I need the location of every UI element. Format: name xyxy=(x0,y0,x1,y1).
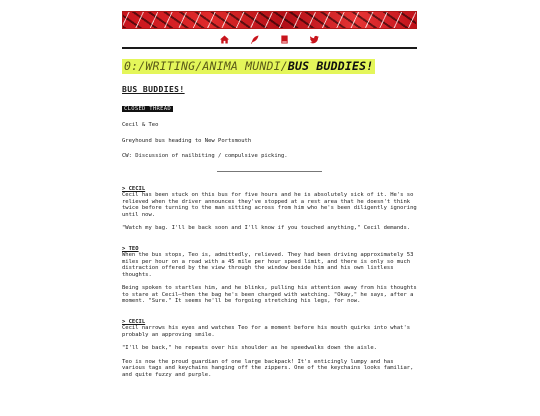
content-warning: CW: Discussion of nailbiting / compulsive picking. xyxy=(122,153,288,159)
thread xyxy=(122,186,417,379)
nav-bar xyxy=(122,35,417,44)
thread-post xyxy=(122,246,417,305)
characters-line: Cecil & Teo xyxy=(122,122,159,128)
post-paragraph: Teo is now the proud guardian of one large backpack! It's enticingly lumpy and has various tags and keychains hanging off the zippers. One of the keychains looks familiar, and quite fuzzy and purple. xyxy=(122,358,414,378)
post-paragraph: "I'll be back," he repeats over his shoulder as he speedwalks down the aisle. xyxy=(122,345,377,351)
quill-icon[interactable] xyxy=(250,35,259,44)
post-paragraph: When the bus stops, Teo is, admittedly, relieved. They had been driving approximately 53 miles per hour on a road with a 45 mile per hour speed limit, and there is only so much distraction offered by the view through the window beside him and his own listless thoughts. xyxy=(122,252,414,278)
post-paragraph: "Watch my bag. I'll be back soon and I'll know if you touched anything," Cecil demands. xyxy=(122,225,411,231)
speaker-label: > CECIL xyxy=(122,185,146,192)
post-paragraph: Cecil narrows his eyes and watches Teo for a moment before his mouth quirks into what's probably an approving smile. xyxy=(122,325,411,338)
section-divider xyxy=(217,171,322,172)
header-divider xyxy=(122,47,417,49)
header-banner xyxy=(122,11,417,29)
book-icon[interactable] xyxy=(280,35,289,44)
post-paragraph: Cecil has been stuck on this bus for five hours and he is absolutely sick of it. He's so relieved when the driver announces they've stopped at a rest area that he doesn't think twice before turning to the man sitting across from him who he's been diligently ignoring until now. xyxy=(122,192,417,218)
page-container xyxy=(122,11,417,378)
thread-post xyxy=(122,319,417,379)
page-title: BUS BUDDIES! xyxy=(122,85,185,94)
twitter-icon[interactable] xyxy=(310,35,319,44)
setting-line: Greyhound bus heading to New Portsmouth xyxy=(122,137,252,144)
speaker-label: > CECIL xyxy=(122,318,146,325)
home-icon[interactable] xyxy=(220,35,229,44)
speaker-label: > TEO xyxy=(122,245,139,252)
thread-post xyxy=(122,186,417,232)
breadcrumb-current: BUS BUDDIES! xyxy=(287,59,374,73)
post-paragraph: Being spoken to startles him, and he blinks, pulling his attention away from his thoughts to stare at Cecil—then the bag he's been charged with watching. "Okay," he says, after a moment. "Sure." It seems he'll be forgoing stretching his legs, for now. xyxy=(122,285,417,304)
breadcrumb-path[interactable]: 0:/WRITING/ANIMA MUNDI/ xyxy=(124,59,288,73)
breadcrumb xyxy=(122,59,375,74)
status-badge: CLOSED THREAD xyxy=(124,106,171,112)
